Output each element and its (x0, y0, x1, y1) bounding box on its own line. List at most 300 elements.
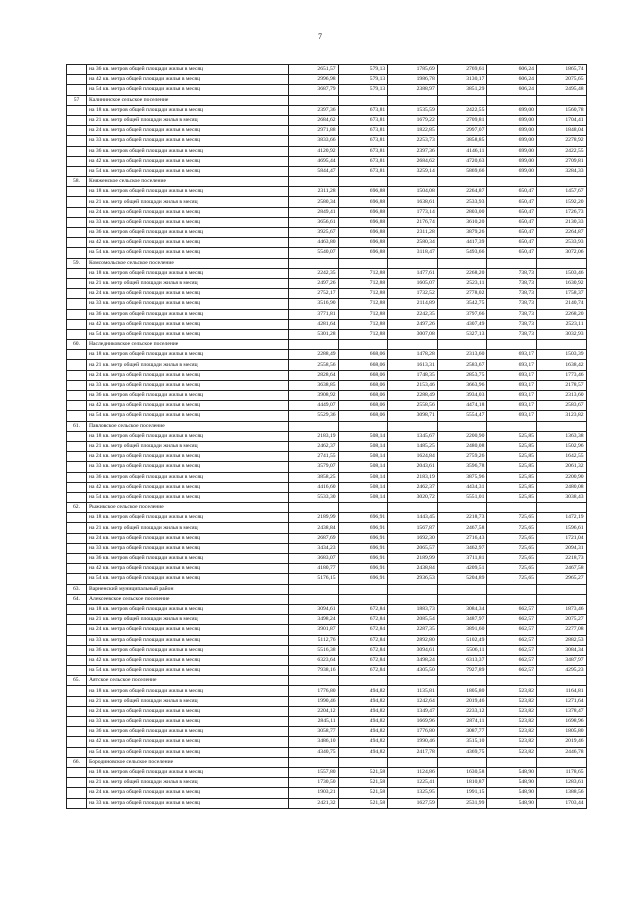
settlement-name: Павловское сельское поселение (87, 421, 289, 431)
cost-value: 1164,81 (536, 686, 586, 696)
area-norm-label: на 24 кв. метра общей площади жилья в месяц (87, 625, 289, 635)
empty-cell (388, 503, 438, 513)
cost-value: 1773,46 (536, 370, 586, 380)
empty-cell (67, 380, 87, 390)
cost-value: 2085,54 (388, 615, 438, 625)
cost-value: 1592,20 (536, 197, 586, 207)
cost-value: 673,81 (338, 126, 388, 136)
row-number: 57 (67, 95, 87, 105)
cost-value: 693,17 (487, 380, 537, 390)
row-number: 62. (67, 503, 87, 513)
cost-value: 494,82 (338, 717, 388, 727)
cost-value: 525,85 (487, 482, 537, 492)
cost-value: 2421,32 (289, 798, 339, 808)
cost-value: 672,84 (338, 625, 388, 635)
cost-value: 696,88 (338, 187, 388, 197)
table-row (67, 543, 587, 553)
cost-value: 2752,17 (289, 289, 339, 299)
empty-cell (67, 75, 87, 85)
cost-value: 2204,12 (289, 706, 339, 716)
empty-cell (67, 452, 87, 462)
cost-value: 521,58 (338, 767, 388, 777)
cost-value: 3925,67 (289, 228, 339, 238)
settlement-header-row (67, 421, 587, 431)
cost-value: 2268,20 (437, 268, 487, 278)
row-number: 63. (67, 584, 87, 594)
cost-value: 3259,14 (388, 166, 438, 176)
cost-value: 712,88 (338, 319, 388, 329)
cost-value: 1805,80 (536, 727, 586, 737)
table-row (67, 778, 587, 788)
cost-value: 1178,65 (536, 767, 586, 777)
table-row (67, 635, 587, 645)
cost-value: 662,57 (487, 635, 537, 645)
empty-cell (67, 126, 87, 136)
table-row (67, 727, 587, 737)
cost-value: 5493,66 (437, 248, 487, 258)
cost-value: 1776,80 (289, 686, 339, 696)
cost-value: 1692,30 (388, 533, 438, 543)
table-row (67, 645, 587, 655)
cost-value: 673,81 (338, 156, 388, 166)
settlement-name: Княженское сельское поселение (87, 177, 289, 187)
settlement-header-row (67, 340, 587, 350)
empty-cell (289, 177, 339, 187)
cost-value: 1388,56 (536, 788, 586, 798)
cost-value: 2684,62 (289, 115, 339, 125)
cost-value: 2845,11 (289, 717, 339, 727)
cost-value: 3579,07 (289, 462, 339, 472)
cost-value: 3663,96 (437, 380, 487, 390)
cost-value: 4695,44 (289, 156, 339, 166)
area-norm-label: на 24 кв. метра общей площади жилья в месяц (87, 706, 289, 716)
empty-cell (67, 85, 87, 95)
area-norm-label: на 36 кв. метров общей площади жилья в месяц (87, 309, 289, 319)
table-row (67, 309, 587, 319)
empty-cell (67, 166, 87, 176)
cost-value: 2288,49 (289, 350, 339, 360)
cost-value: 548,90 (487, 798, 537, 808)
cost-value: 1776,80 (388, 727, 438, 737)
cost-value: 3038,43 (536, 492, 586, 502)
cost-value: 699,00 (487, 105, 537, 115)
cost-value: 2495,48 (536, 85, 586, 95)
cost-value: 696,91 (338, 543, 388, 553)
table-row (67, 350, 587, 360)
cost-value: 1638,42 (536, 360, 586, 370)
cost-value: 696,88 (338, 217, 388, 227)
cost-value: 2388,97 (388, 85, 438, 95)
empty-cell (289, 594, 339, 604)
cost-value: 4180,77 (289, 564, 339, 574)
empty-cell (67, 543, 87, 553)
cost-value: 1503,46 (536, 268, 586, 278)
empty-cell (67, 146, 87, 156)
cost-value: 4295,23 (536, 666, 586, 676)
cost-value: 696,88 (338, 197, 388, 207)
table-row (67, 75, 587, 85)
cost-value: 696,88 (338, 228, 388, 238)
cost-value: 650,47 (487, 238, 537, 248)
cost-value: 2523,11 (437, 278, 487, 288)
table-row (67, 319, 587, 329)
cost-value: 523,82 (487, 686, 537, 696)
cost-value: 5540,07 (289, 248, 339, 258)
settlement-name: Варненский муниципальный район (87, 584, 289, 594)
table-row (67, 207, 587, 217)
empty-cell (536, 95, 586, 105)
cost-value: 2178,57 (536, 380, 586, 390)
cost-value: 1363,38 (536, 431, 586, 441)
cost-value: 4463,80 (289, 238, 339, 248)
housing-cost-table (66, 64, 587, 809)
cost-value: 2075,65 (536, 75, 586, 85)
cost-value: 1535,59 (388, 105, 438, 115)
area-norm-label: на 42 кв. метра общей площади жилья в месяц (87, 75, 289, 85)
cost-value: 2803,00 (437, 207, 487, 217)
cost-value: 4369,75 (437, 747, 487, 757)
cost-value: 523,82 (487, 747, 537, 757)
cost-value: 2114,89 (388, 299, 438, 309)
empty-cell (67, 360, 87, 370)
table-row (67, 513, 587, 523)
empty-cell (67, 625, 87, 635)
cost-value: 579,13 (338, 85, 388, 95)
cost-value: 1903,21 (289, 788, 339, 798)
empty-cell (67, 615, 87, 625)
cost-value: 4305,50 (388, 666, 438, 676)
cost-value: 2874,11 (437, 717, 487, 727)
area-norm-label: на 21 кв. метр общей площади жилья в месяц (87, 523, 289, 533)
cost-value: 1457,67 (536, 187, 586, 197)
empty-cell (67, 105, 87, 115)
settlement-header-row (67, 757, 587, 767)
cost-value: 3516,90 (289, 299, 339, 309)
cost-value: 738,73 (487, 289, 537, 299)
cost-value: 1478,28 (388, 350, 438, 360)
cost-value: 2189,99 (289, 513, 339, 523)
area-norm-label: на 21 кв. метр общей площади жилья в месяц (87, 696, 289, 706)
settlement-name: Бородиновское сельское поселение (87, 757, 289, 767)
cost-value: 2558,56 (388, 401, 438, 411)
cost-value: 4307,49 (437, 319, 487, 329)
cost-value: 5554,47 (437, 411, 487, 421)
cost-value: 1669,96 (388, 717, 438, 727)
table-row (67, 533, 587, 543)
area-norm-label: на 54 кв. метра общей площади жилья в месяц (87, 666, 289, 676)
table-row (67, 360, 587, 370)
empty-cell (289, 503, 339, 513)
cost-value: 662,57 (487, 604, 537, 614)
settlement-header-row (67, 584, 587, 594)
cost-value: 672,84 (338, 615, 388, 625)
empty-cell (67, 472, 87, 482)
cost-value: 2759,26 (437, 452, 487, 462)
cost-value: 2176,74 (388, 217, 438, 227)
empty-cell (338, 757, 388, 767)
cost-value: 650,47 (487, 248, 537, 258)
cost-value: 1630,58 (437, 767, 487, 777)
cost-value: 696,91 (338, 554, 388, 564)
cost-value: 3683,07 (289, 554, 339, 564)
empty-cell (388, 757, 438, 767)
empty-cell (67, 513, 87, 523)
cost-value: 712,88 (338, 289, 388, 299)
table-row (67, 482, 587, 492)
cost-value: 5204,89 (437, 574, 487, 584)
table-row (67, 299, 587, 309)
cost-value: 2189,99 (388, 554, 438, 564)
cost-value: 2583,67 (437, 360, 487, 370)
cost-value: 699,00 (487, 166, 537, 176)
cost-value: 4720,63 (437, 156, 487, 166)
cost-value: 1986,78 (388, 75, 438, 85)
cost-value: 738,73 (487, 268, 537, 278)
cost-value: 1596,61 (536, 523, 586, 533)
cost-value: 606,24 (487, 75, 537, 85)
area-norm-label: на 33 кв. метра общей площади жилья в месяц (87, 299, 289, 309)
cost-value: 3638,85 (289, 380, 339, 390)
empty-cell (437, 594, 487, 604)
cost-value: 1503,39 (536, 350, 586, 360)
cost-value: 696,88 (338, 207, 388, 217)
cost-value: 699,00 (487, 136, 537, 146)
cost-value: 696,91 (338, 574, 388, 584)
empty-cell (67, 482, 87, 492)
cost-value: 7927,89 (437, 666, 487, 676)
empty-cell (67, 533, 87, 543)
row-number: 61. (67, 421, 87, 431)
cost-value: 712,88 (338, 268, 388, 278)
cost-value: 2965,27 (536, 574, 586, 584)
cost-value: 1124,86 (388, 767, 438, 777)
cost-value: 1698,96 (536, 717, 586, 727)
cost-value: 2971,88 (289, 126, 339, 136)
area-norm-label: на 54 кв. метра общей площади жилья в месяц (87, 166, 289, 176)
area-norm-label: на 21 кв. метр общей площади жилья в месяц (87, 197, 289, 207)
cost-value: 2397,36 (388, 146, 438, 156)
cost-value: 548,90 (487, 788, 537, 798)
area-norm-label: на 18 кв. метров общей площади жилья в месяц (87, 187, 289, 197)
table-row (67, 472, 587, 482)
cost-value: 508,14 (338, 441, 388, 451)
cost-value: 606,24 (487, 65, 537, 75)
row-number: 65. (67, 676, 87, 686)
table-row (67, 289, 587, 299)
area-norm-label: на 36 кв. метров общей площади жилья в месяц (87, 146, 289, 156)
empty-cell (67, 309, 87, 319)
cost-value: 3123,82 (536, 411, 586, 421)
cost-value: 2853,75 (437, 370, 487, 380)
cost-value: 2480,08 (437, 441, 487, 451)
cost-value: 668,06 (338, 360, 388, 370)
cost-value: 494,82 (338, 686, 388, 696)
empty-cell (67, 717, 87, 727)
table-row (67, 655, 587, 665)
cost-value: 3084,34 (536, 645, 586, 655)
empty-cell (67, 767, 87, 777)
cost-value: 1730,50 (289, 778, 339, 788)
area-norm-label: на 18 кв. метров общей площади жилья в месяц (87, 604, 289, 614)
empty-cell (67, 115, 87, 125)
cost-value: 1991,15 (437, 788, 487, 798)
cost-value: 712,88 (338, 309, 388, 319)
cost-value: 738,73 (487, 299, 537, 309)
cost-value: 525,85 (487, 441, 537, 451)
empty-cell (67, 666, 87, 676)
empty-cell (437, 757, 487, 767)
cost-value: 2253,73 (388, 136, 438, 146)
empty-cell (536, 177, 586, 187)
cost-value: 1805,80 (437, 686, 487, 696)
cost-value: 2397,36 (289, 105, 339, 115)
cost-value: 693,17 (487, 370, 537, 380)
empty-cell (437, 584, 487, 594)
area-norm-label: на 24 кв. метра общей площади жилья в месяц (87, 370, 289, 380)
cost-value: 696,91 (338, 513, 388, 523)
cost-value: 662,57 (487, 666, 537, 676)
cost-value: 2287,35 (388, 625, 438, 635)
cost-value: 2769,61 (437, 65, 487, 75)
cost-value: 725,65 (487, 543, 537, 553)
cost-value: 1679,22 (388, 115, 438, 125)
cost-value: 1283,61 (536, 778, 586, 788)
cost-value: 2094,31 (536, 543, 586, 553)
cost-value: 521,58 (338, 788, 388, 798)
empty-cell (67, 686, 87, 696)
cost-value: 3087,77 (437, 727, 487, 737)
cost-value: 2277,08 (536, 625, 586, 635)
empty-cell (536, 594, 586, 604)
empty-cell (338, 676, 388, 686)
cost-value: 579,13 (338, 65, 388, 75)
cost-value: 3908,92 (289, 391, 339, 401)
empty-cell (67, 228, 87, 238)
table-row (67, 411, 587, 421)
empty-cell (536, 421, 586, 431)
empty-cell (437, 503, 487, 513)
empty-cell (487, 676, 537, 686)
cost-value: 494,82 (338, 706, 388, 716)
cost-value: 3487,97 (536, 655, 586, 665)
settlement-header-row (67, 503, 587, 513)
cost-value: 2531,99 (437, 798, 487, 808)
cost-value: 3542,75 (437, 299, 487, 309)
cost-value: 1704,41 (536, 115, 586, 125)
cost-value: 494,82 (338, 727, 388, 737)
area-norm-label: на 54 кв. метра общей площади жилья в месяц (87, 411, 289, 421)
empty-cell (67, 65, 87, 75)
area-norm-label: на 54 кв. метра общей площади жилья в месяц (87, 329, 289, 339)
area-norm-label: на 42 кв. метра общей площади жилья в месяц (87, 238, 289, 248)
cost-value: 2183,19 (388, 472, 438, 482)
cost-value: 725,65 (487, 533, 537, 543)
cost-value: 650,47 (487, 217, 537, 227)
cost-value: 2417,78 (388, 747, 438, 757)
cost-value: 3098,71 (388, 411, 438, 421)
cost-value: 3094,61 (388, 645, 438, 655)
cost-value: 2183,19 (289, 431, 339, 441)
settlement-header-row (67, 177, 587, 187)
cost-value: 4340,75 (289, 747, 339, 757)
table-row (67, 105, 587, 115)
cost-value: 3130,17 (437, 75, 487, 85)
cost-value: 650,47 (487, 207, 537, 217)
cost-value: 725,65 (487, 513, 537, 523)
table-row (67, 268, 587, 278)
cost-value: 5327,13 (437, 329, 487, 339)
cost-value: 3007,08 (388, 329, 438, 339)
cost-value: 2882,53 (536, 635, 586, 645)
empty-cell (67, 411, 87, 421)
cost-value: 2438,84 (388, 564, 438, 574)
area-norm-label: на 24 кв. метра общей площади жилья в месяц (87, 452, 289, 462)
area-norm-label: на 18 кв. метров общей площади жилья в месяц (87, 767, 289, 777)
empty-cell (67, 523, 87, 533)
cost-value: 3498,24 (289, 615, 339, 625)
cost-value: 521,58 (338, 798, 388, 808)
area-norm-label: на 24 кв. метра общей площади жилья в месяц (87, 207, 289, 217)
empty-cell (67, 207, 87, 217)
cost-value: 2523,11 (536, 319, 586, 329)
table-row (67, 228, 587, 238)
table-row (67, 523, 587, 533)
table-row (67, 136, 587, 146)
cost-value: 1732,52 (388, 289, 438, 299)
area-norm-label: на 33 кв. метра общей площади жилья в месяц (87, 136, 289, 146)
cost-value: 2996,98 (289, 75, 339, 85)
empty-cell (67, 798, 87, 808)
cost-value: 548,90 (487, 778, 537, 788)
cost-value: 1560,78 (536, 105, 586, 115)
area-norm-label: на 21 кв. метр общей площади жилья в месяц (87, 778, 289, 788)
area-norm-label: на 33 кв. метра общей площади жилья в месяц (87, 217, 289, 227)
cost-value: 2313,60 (437, 350, 487, 360)
table-row (67, 625, 587, 635)
cost-value: 3858,85 (437, 136, 487, 146)
empty-cell (487, 757, 537, 767)
empty-cell (67, 727, 87, 737)
cost-value: 3934,03 (437, 391, 487, 401)
cost-value: 650,47 (487, 228, 537, 238)
cost-value: 2533,93 (437, 197, 487, 207)
cost-value: 2075,27 (536, 615, 586, 625)
cost-value: 2278,92 (536, 136, 586, 146)
empty-cell (388, 340, 438, 350)
cost-value: 1472,19 (536, 513, 586, 523)
empty-cell (67, 391, 87, 401)
area-norm-label: на 33 кв. метра общей площади жилья в месяц (87, 543, 289, 553)
area-norm-label: на 21 кв. метр общей площади жилья в месяц (87, 615, 289, 625)
empty-cell (67, 278, 87, 288)
cost-value: 6323,64 (289, 655, 339, 665)
area-norm-label: на 24 кв. метра общей площади жилья в месяц (87, 289, 289, 299)
cost-value: 5869,66 (437, 166, 487, 176)
empty-cell (67, 370, 87, 380)
cost-value: 1785,69 (388, 65, 438, 75)
empty-cell (487, 421, 537, 431)
area-norm-label: на 33 кв. метра общей площади жилья в месяц (87, 798, 289, 808)
area-norm-label: на 36 кв. метров общей площади жилья в месяц (87, 228, 289, 238)
empty-cell (289, 676, 339, 686)
empty-cell (67, 299, 87, 309)
cost-value: 521,58 (338, 778, 388, 788)
table-row (67, 615, 587, 625)
cost-value: 1883,73 (388, 604, 438, 614)
empty-cell (437, 676, 487, 686)
cost-value: 693,17 (487, 391, 537, 401)
cost-value: 1271,64 (536, 696, 586, 706)
